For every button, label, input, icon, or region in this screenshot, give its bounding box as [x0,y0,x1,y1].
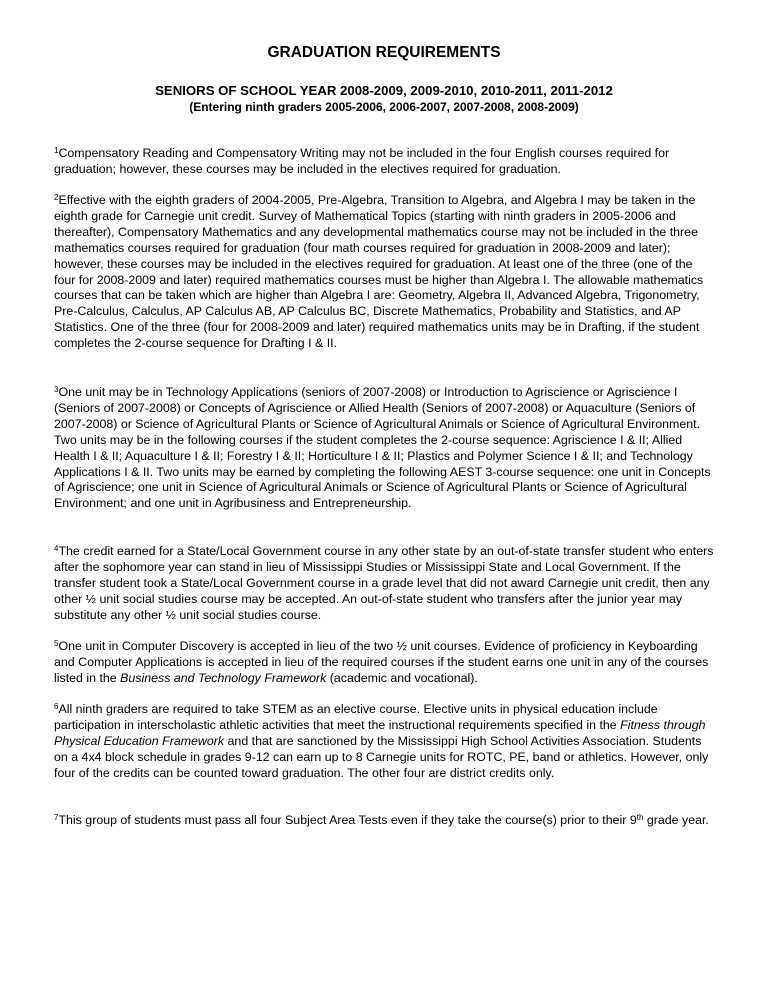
footnote-2 [54,193,714,352]
footnote-2-mark: 2 [54,193,59,202]
footnote-3-mark: 3 [54,385,59,394]
footnote-6-framework-title: Fitness through Physical Education Framework [54,717,706,748]
footnote-1 [54,146,714,178]
footnote-4-text: The credit earned for a State/Local Government course in any other state by an out-of-state transfer student who enters after the sophomore year can stand in lieu of Mississippi Studies or Mississippi State and Local Government. If the transfer student took a State/Local Government course in a grade level that did not award Carnegie unit credit, then any other ½ unit social studies course may be accepted. An out-of-state student who transfers after the junior year may substitute any other ½ unit social studies course. [54,544,714,622]
footnote-6-mark: 6 [54,702,59,711]
footnote-1-text: Compensatory Reading and Compensatory Writing may not be included in the four English courses required for graduation; however, these courses may be included in the electives required for graduation. [54,146,670,176]
footnote-4 [54,544,714,624]
footnote-5-mark: 5 [54,639,59,648]
footnote-6-text-before: All ninth graders are required to take STEM as an elective course. Elective units in physical education include participation in interscholastic athletic activities that meet the instructional requirements specified in the [54,702,658,732]
footnote-7-ordinal-suffix: th [636,813,644,822]
footnote-7-mark: 7 [54,813,59,822]
document-subtitle-entering: (Entering ninth graders 2005-2006, 2006-2007, 2007-2008, 2008-2009) [189,100,579,114]
footnote-5-text-after: (academic and vocational). [326,670,478,685]
footnote-5-text-before: One unit in Computer Discovery is accepted in lieu of the two ½ unit courses. Evidence of proficiency in Keyboarding and Computer Applications is accepted in lieu of the required courses if the student earns one unit in any of the courses listed in the [54,639,709,685]
document-title: GRADUATION REQUIREMENTS [267,44,501,61]
footnote-3-text: One unit may be in Technology Applications (seniors of 2007-2008) or Introduction to Agriscience or Agriscience I (Seniors of 2007-2008) or Concepts of Agriscience or Allied Health (Seniors of 2007-2008) or Aquaculture (Seniors of 2007-2008) or Science of Agricultural Plants or Science of Agricultural Animals or Science of Agricultural Environment. Two units may be in the following courses if the student completes the 2-course sequence: Agriscience I & II; Allied Health I & II; Aquaculture I & II; Forestry I & II; Horticulture I & II; Plastics and Polymer Science I & II; and Technology Applications I & II. Two units may be earned by completing the following AEST 3-course sequence: one unit in Concepts of Agriscience; one unit in Science of Agricultural Animals or Science of Agricultural Plants or Science of Agricultural Environment; and one unit in Agribusiness and Entrepreneurship. [54,385,711,511]
footnote-1-mark: 1 [54,146,59,155]
footnote-6 [54,702,714,782]
footnote-7-text-before: This group of students must pass all four Subject Area Tests even if they take the course(s) prior to their 9 [58,813,637,827]
footnote-3 [54,385,714,512]
document-subtitle: SENIORS OF SCHOOL YEAR 2008-2009, 2009-2010, 2010-2011, 2011-2012 [155,83,613,98]
footnote-7-text-after: grade year. [643,813,709,827]
footnote-5 [54,639,714,687]
footnote-4-mark: 4 [54,544,59,553]
footnote-7 [54,813,714,829]
footnote-2-text: Effective with the eighth graders of 2004-2005, Pre-Algebra, Transition to Algebra, and Algebra I may be taken in the eighth grade for Carnegie unit credit. Survey of Mathematical Topics (starting with ninth graders in 2005-2006 and thereafter), Compensatory Mathematics and any developmental mathematics course may not be included in the three mathematics courses required for graduation (four math courses required for graduation in 2008-2009 and later); however, these courses may be included in the electives required for graduation. At least one of the three (one of the four for 2008-2009 and later) required mathematics courses must be higher than Algebra I. The allowable mathematics courses that can be taken which are higher than Algebra I are: Geometry, Algebra II, Advanced Algebra, Trigonometry, Pre-Calculus, Calculus, AP Calculus AB, AP Calculus BC, Discrete Mathematics, Probability and Statistics, and AP Statistics. One of the three (four for 2008-2009 and later) required mathematics units may be in Drafting, if the student completes the 2-course sequence for Drafting I & II. [54,193,704,351]
footnote-6-text-after: and that are sanctioned by the Mississippi High School Activities Association. Students on a 4x4 block schedule in grades 9-12 can earn up to 8 Carnegie units for ROTC, PE, band or athletics. However, only four of the credits can be counted toward graduation. The other four are district credits only. [54,733,709,780]
footnote-5-framework-title: Business and Technology Framework [120,670,327,685]
